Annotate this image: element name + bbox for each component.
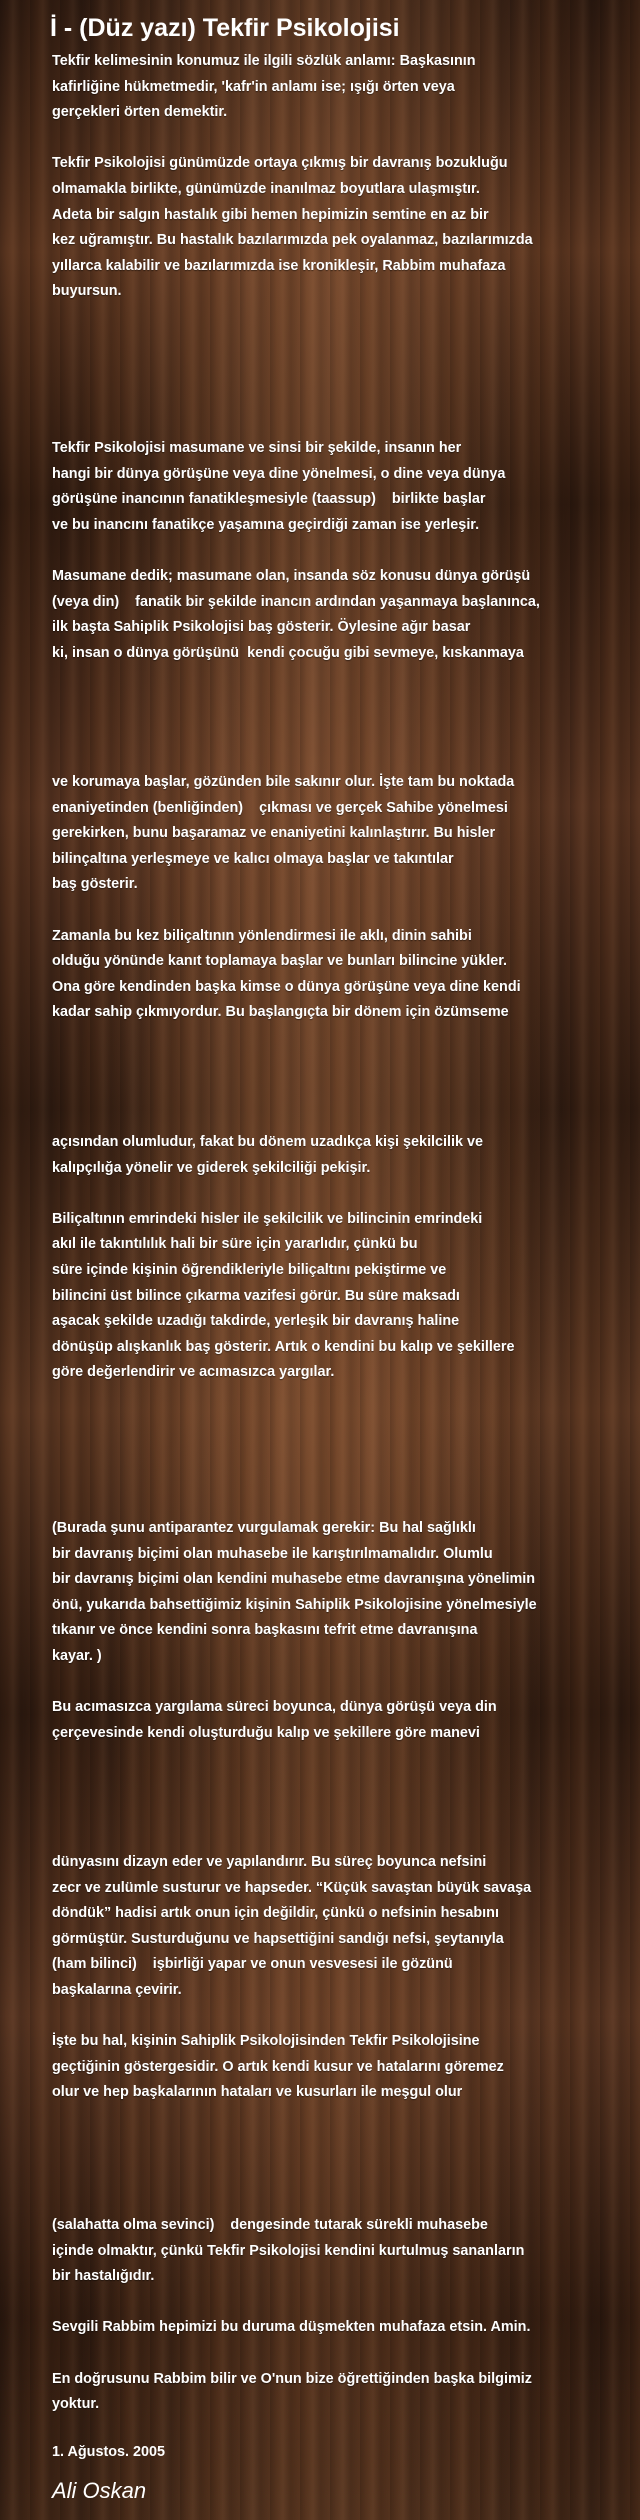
text-block-6 [52, 1850, 612, 2106]
text-line: (Burada şunu antiparantez vurgulamak gerekir: Bu hal sağlıklı [52, 1520, 476, 1536]
text-line: enaniyetinden (benliğinden) çıkması ve gerçek Sahibe yönelmesi [52, 799, 508, 816]
text-line: olduğu yönünde kanıt toplamaya başlar ve bunları bilincine yükler. [52, 953, 508, 970]
paragraph [52, 1130, 612, 1181]
paragraph [52, 436, 612, 538]
text-line: ki, insan o dünya görüşünü kendi çocuğu gibi sevmeye, kıskanmaya [52, 644, 524, 661]
text-line: zecr ve zulümle susturur ve hapseder. “Küçük savaştan büyük savaşa [52, 1879, 532, 1896]
paragraph [52, 770, 612, 898]
text-line: Masumane dedik; masumane olan, insanda söz konusu dünya görüşü [52, 567, 531, 584]
text-line: bilincini üst bilince çıkarma vazifesi görür. Bu süre maksadı [52, 1287, 460, 1304]
text-line: ilk başta Sahiplik Psikolojisi baş gösterir. Öylesine ağır basar [52, 619, 471, 636]
text-block-7 [52, 2213, 612, 2418]
text-line: önü, yukarıda bahsettiğimiz kişinin Sahiplik Psikolojisine yönelmesiyle [52, 1596, 537, 1613]
text-line: yoktur. [52, 2396, 100, 2413]
text-line: (salahatta olma sevinci) dengesinde tutarak sürekli muhasebe [52, 2217, 488, 2233]
paragraph [52, 1207, 612, 1386]
text-line: yıllarca kalabilir ve bazılarımızda ise kronikleşir, Rabbim muhafaza [52, 257, 506, 274]
text-line: Tekfir Psikolojisi masumane ve sinsi bir şekilde, insanın her [52, 440, 462, 456]
text-block-3 [52, 770, 612, 1026]
text-block-2 [52, 436, 612, 666]
text-line: geçtiğinin göstergesidir. O artık kendi kusur ve hatalarını göremez [52, 2058, 504, 2075]
text-line: En doğrusunu Rabbim bilir ve O'nun bize öğrettiğinden başka bilgimiz [52, 2370, 532, 2387]
text-line: buyursun. [52, 283, 122, 300]
text-line: başkalarına çevirir. [52, 1981, 182, 1998]
text-line: ve korumaya başlar, gözünden bile sakınır olur. İşte tam bu noktada [52, 774, 515, 790]
paragraph [52, 2367, 612, 2418]
text-line: dönüşüp alışkanlık baş gösterir. Artık o kendini bu kalıp ve şekillere [52, 1338, 515, 1355]
text-line: (veya din) fanatik bir şekilde inancın ardından yaşanmaya başlanınca, [52, 593, 540, 610]
publish-date: 1. Ağustos. 2005 [52, 2444, 166, 2460]
text-line: Tekfir kelimesinin konumuz ile ilgili sözlük anlamı: Başkasının [52, 53, 476, 69]
text-line: görmüştür. Susturduğunu ve hapsettiğini sandığı nefsi, şeytanıyla [52, 1930, 504, 1947]
text-line: Adeta bir salgın hastalık gibi hemen hepimizin semtine en az bir [52, 206, 489, 223]
text-line: Zamanla bu kez biliçaltının yönlendirmesi ile aklı, dinin sahibi [52, 927, 472, 944]
text-line: olmamakla birlikte, günümüzde inanılmaz boyutlara ulaşmıştır. [52, 180, 480, 197]
text-line: çerçevesinde kendi oluşturduğu kalıp ve şekillere göre manevi [52, 1724, 480, 1741]
text-line: dünyasını dizayn eder ve yapılandırır. Bu süreç boyunca nefsini [52, 1854, 487, 1870]
text-line: kayar. ) [52, 1647, 102, 1664]
text-block-5 [52, 1516, 612, 1746]
text-line: kalıpçılığa yönelir ve giderek şekilciliği pekişir. [52, 1159, 371, 1176]
text-line: olur ve hep başkalarının hataları ve kusurları ile meşgul olur [52, 2084, 463, 2101]
paragraph [52, 1516, 612, 1670]
text-line: tıkanır ve önce kendini sonra başkasını tefrit etme davranışına [52, 1622, 478, 1639]
text-line: bir hastalığıdır. [52, 2268, 155, 2285]
text-block-4 [52, 1130, 612, 1386]
text-line: bir davranış biçimi olan kendini muhasebe etme davranışına yönelimin [52, 1571, 536, 1588]
text-line: gerekirken, bunu başaramaz ve enaniyetini kalınlaştırır. Bu hisler [52, 825, 496, 842]
text-line: bir davranış biçimi olan muhasebe ile karıştırılmamalıdır. Olumlu [52, 1545, 493, 1562]
text-block-1 [52, 49, 612, 305]
paragraph [52, 49, 612, 126]
text-line: Bu acımasızca yargılama süreci boyunca, dünya görüşü veya din [52, 1699, 497, 1716]
paragraph [52, 2213, 612, 2290]
paragraph [52, 924, 612, 1026]
text-line: (ham bilinci) işbirliği yapar ve onun vesvesesi ile gözünü [52, 1956, 453, 1973]
text-line: hangi bir dünya görüşüne veya dine yönelmesi, o dine veya dünya [52, 465, 506, 482]
text-line: bilinçaltına yerleşmeye ve kalıcı olmaya başlar ve takıntılar [52, 850, 454, 867]
text-line: ve bu inancını fanatikçe yaşamına geçirdiği zaman ise yerleşir. [52, 516, 480, 533]
text-line: kafirliğine hükmetmedir, 'kafr'in anlamı ise; ışığı örten veya [52, 78, 455, 95]
paragraph [52, 1850, 612, 2004]
text-line: süre içinde kişinin öğrendikleriyle biliçaltını pekiştirme ve [52, 1261, 447, 1278]
text-line: kadar sahip çıkmıyordur. Bu başlangıçta bir dönem için özümseme [52, 1004, 509, 1021]
author-name: Ali Oskan [52, 2478, 147, 2503]
paragraph [52, 151, 612, 305]
paragraph [52, 2315, 612, 2341]
text-line: Ona göre kendinden başka kimse o dünya görüşüne veya dine kendi [52, 978, 521, 995]
text-line: görüşüne inancının fanatikleşmesiyle (taassup) birlikte başlar [52, 491, 486, 508]
text-line: açısından olumludur, fakat bu dönem uzadıkça kişi şekilcilik ve [52, 1134, 484, 1150]
text-line: Tekfir Psikolojisi günümüzde ortaya çıkmış bir davranış bozukluğu [52, 155, 508, 172]
paragraph [52, 1695, 612, 1746]
text-line: İşte bu hal, kişinin Sahiplik Psikolojisinden Tekfir Psikolojisine [52, 2033, 480, 2050]
paragraph [52, 2029, 612, 2106]
text-line: akıl ile takıntılılık hali bir süre için yararlıdır, çünkü bu [52, 1236, 418, 1253]
text-line: göre değerlendirir ve acımasızca yargılar. [52, 1364, 335, 1381]
text-line: içinde olmaktır, çünkü Tekfir Psikolojisi kendini kurtulmuş sananların [52, 2242, 525, 2259]
text-line: gerçekleri örten demektir. [52, 104, 228, 121]
text-line: Sevgili Rabbim hepimizi bu duruma düşmekten muhafaza etsin. Amin. [52, 2319, 531, 2336]
text-line: aşacak şekilde uzadığı takdirde, yerleşik bir davranış haline [52, 1313, 460, 1330]
paragraph [52, 564, 612, 666]
text-line: döndük” hadisi artık onun için değildir, çünkü o nefsinin hesabını [52, 1905, 499, 1922]
page-title: İ - (Düz yazı) Tekfir Psikolojisi [50, 14, 400, 42]
text-line: baş gösterir. [52, 876, 138, 893]
text-line: Biliçaltının emrindeki hisler ile şekilcilik ve bilincinin emrindeki [52, 1210, 483, 1227]
text-line: kez uğramıştır. Bu hastalık bazılarımızda pek oyalanmaz, bazılarımızda [52, 232, 533, 249]
